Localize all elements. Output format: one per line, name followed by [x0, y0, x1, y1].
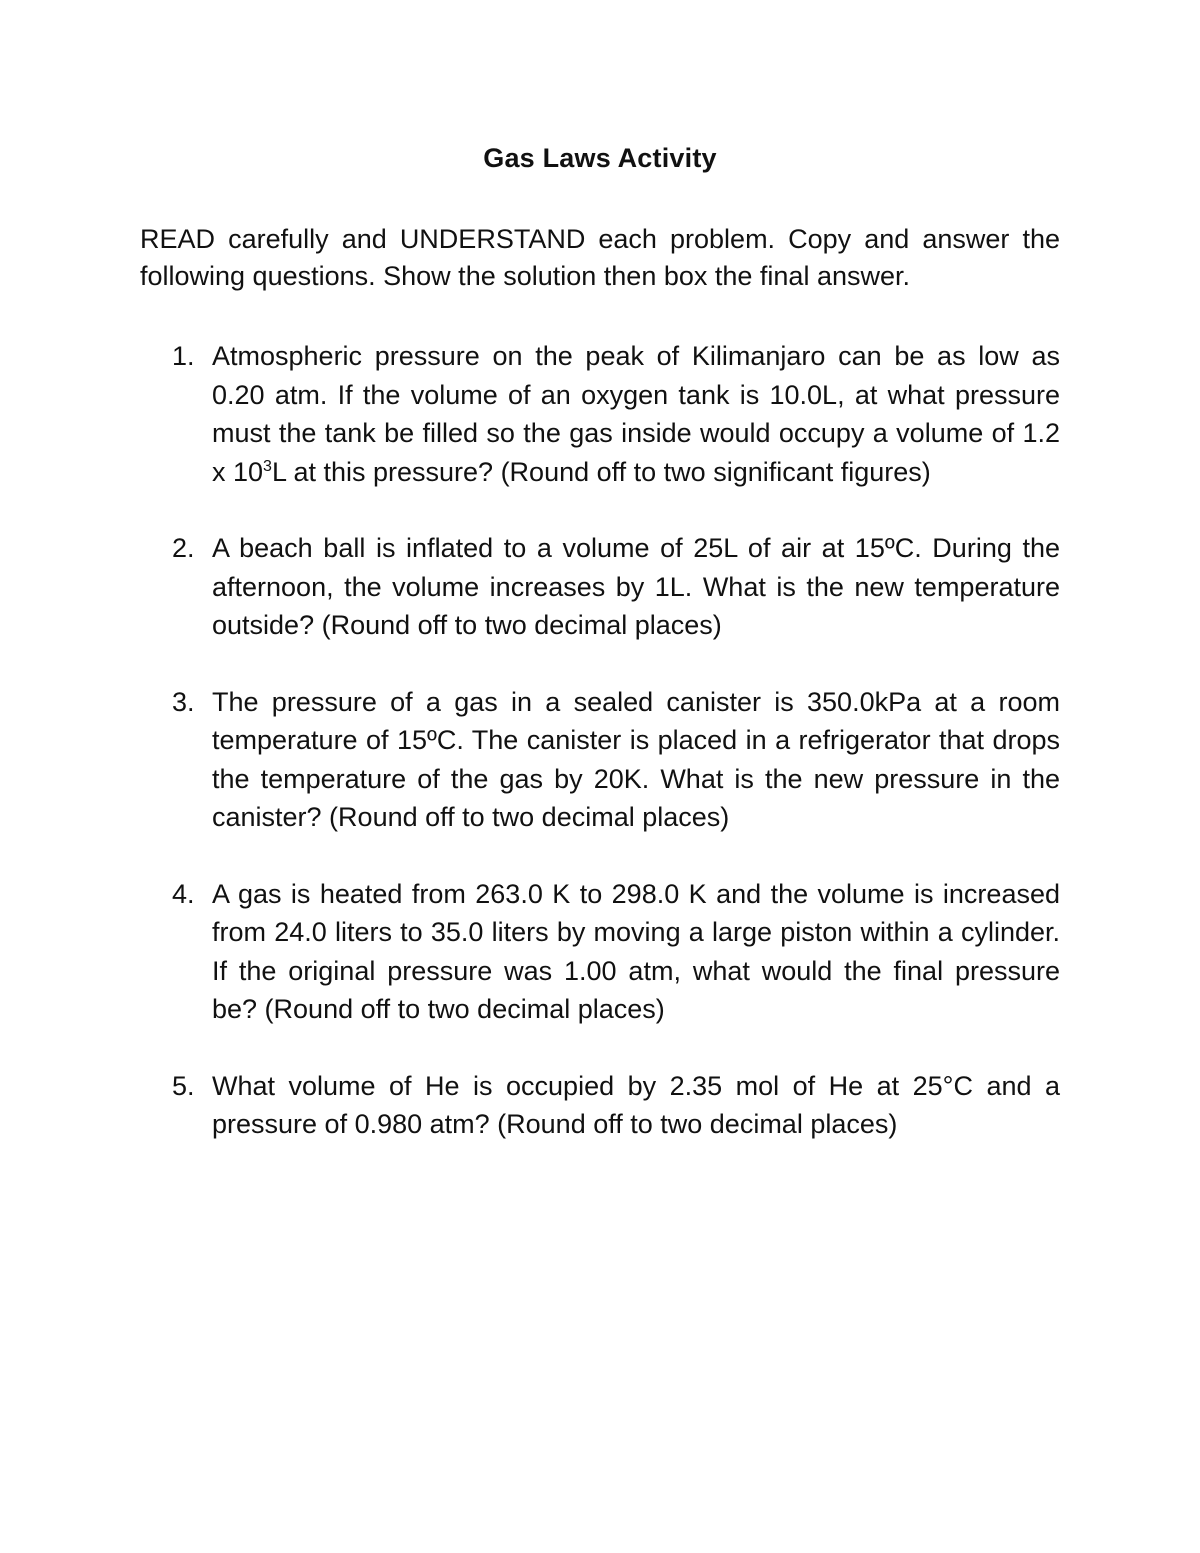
- question-text-part: L at this pressure? (Round off to two significant figures): [271, 456, 931, 487]
- question-text: The pressure of a gas in a sealed canister is 350.0kPa at a room temperature of 15ºC. The canister is placed in a refrigerator that drops the temperature of the gas by 20K. What is the new pressure in the canister? (Round off to two decimal places): [212, 686, 1060, 832]
- question-list: [172, 337, 1060, 1182]
- question-text: A gas is heated from 263.0 K to 298.0 K and the volume is increased from 24.0 liters to 35.0 liters by moving a large piston within a cylinder. If the original pressure was 1.00 atm, what would the final pressure be? (Round off to two decimal places): [212, 878, 1060, 1024]
- question-item-4: [172, 875, 1060, 1029]
- question-item-1: [172, 337, 1060, 491]
- question-number: 2.: [172, 533, 195, 563]
- question-text: [212, 341, 1060, 487]
- question-number: 3.: [172, 686, 195, 717]
- question-number: 4.: [172, 878, 195, 909]
- question-item-3: [172, 683, 1060, 837]
- question-item-2: [172, 529, 1060, 645]
- question-item-5: [172, 1067, 1060, 1144]
- question-number: 5.: [172, 1070, 195, 1101]
- question-text: A beach ball is inflated to a volume of 25L of air at 15ºC. During the afternoon, the volume increases by 1L. What is the new temperature outside? (Round off to two decimal places): [212, 533, 1060, 640]
- exponent: 3: [263, 457, 272, 475]
- instructions-paragraph: READ carefully and UNDERSTAND each problem. Copy and answer the following questions. Show the solution then box the final answer.: [140, 224, 1060, 291]
- question-text-part: Atmospheric pressure on the peak of Kilimanjaro can be as low as 0.20 atm. If the volume of an oxygen tank is 10.0L, at what pressure must the tank be filled so the gas inside would occupy a volume of 1.2 x 10: [212, 341, 1060, 487]
- document-title: Gas Laws Activity: [483, 143, 717, 173]
- question-text: What volume of He is occupied by 2.35 mol of He at 25°C and a pressure of 0.980 atm? (Round off to two decimal places): [212, 1070, 1060, 1139]
- question-number: 1.: [172, 341, 195, 371]
